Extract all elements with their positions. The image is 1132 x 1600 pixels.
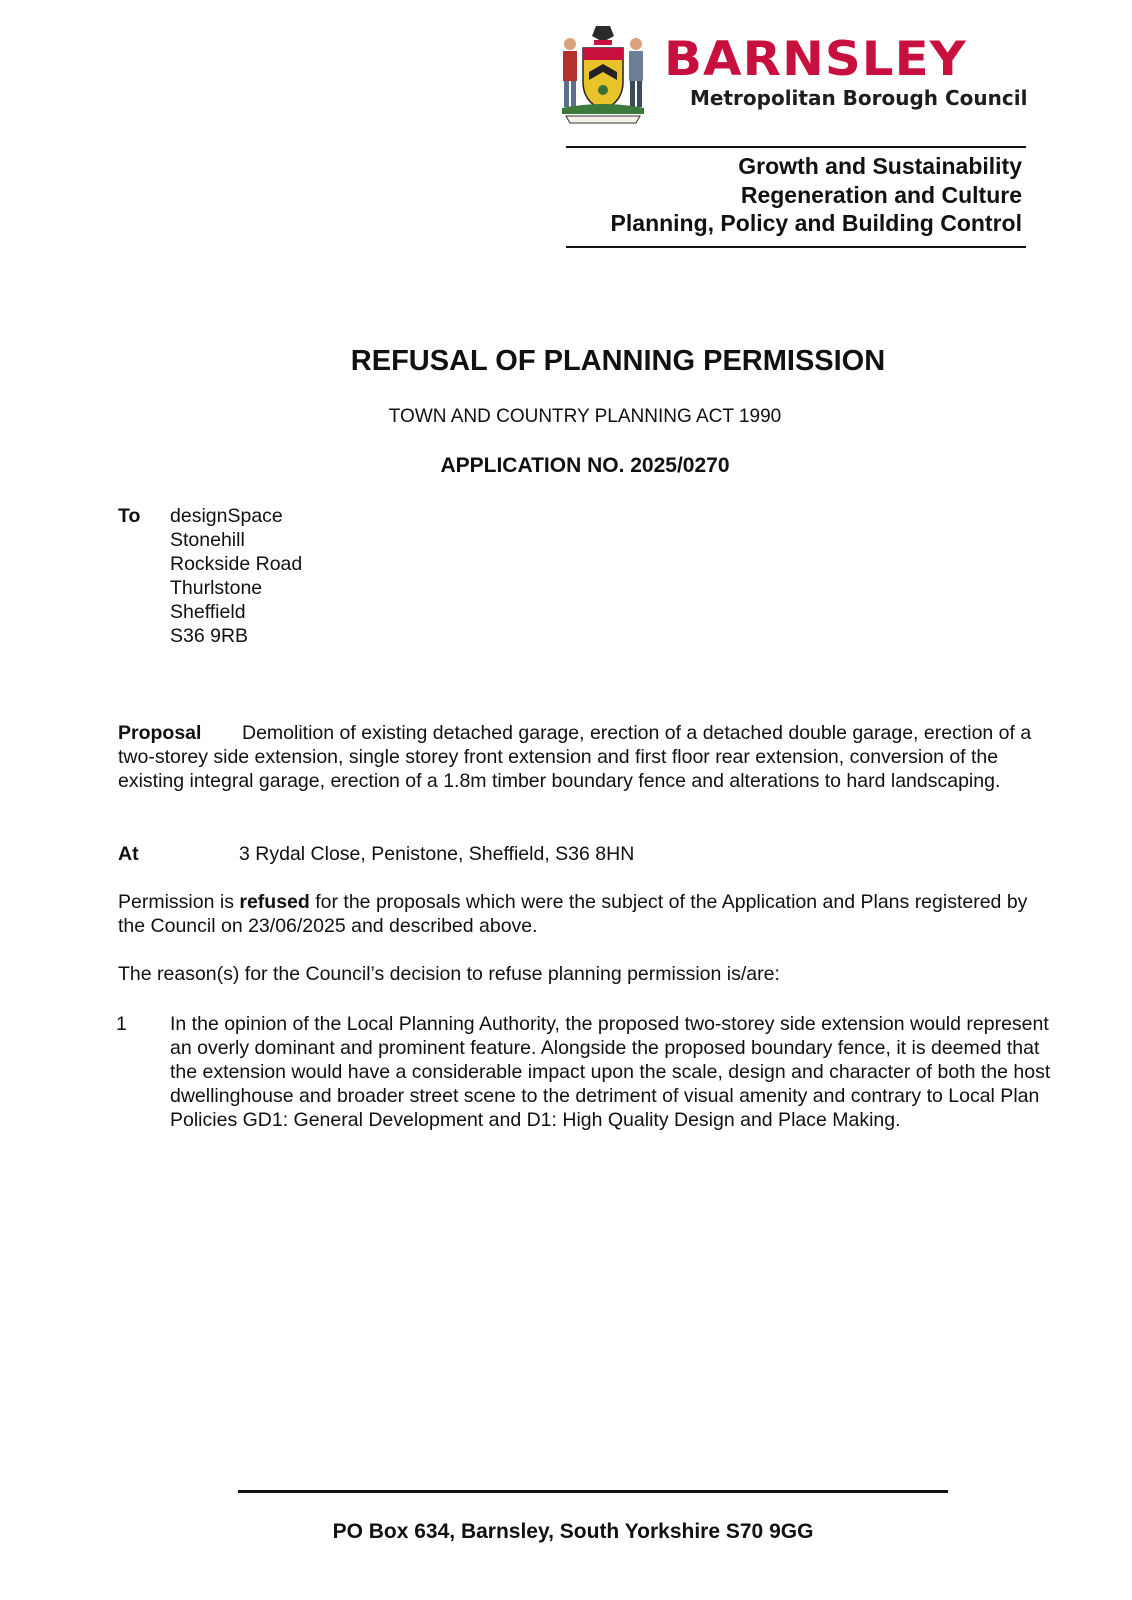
site-label: At	[118, 843, 139, 865]
department-block	[566, 152, 1022, 238]
reason-text: In the opinion of the Local Planning Authority, the proposed two-storey side extension would represent an overly dominant and prominent feature. Alongside the proposed boundary fence, it is deemed that the extension would have a considerable impact upon the scale, design and character of both the host dwellinghouse and broader street scene to the detriment of visual amenity and contrary to Local Plan Policies GD1: General Development and D1: High Quality Design and Place Making.	[170, 1013, 1051, 1131]
header-divider-top	[566, 146, 1026, 148]
footer-address: PO Box 634, Barnsley, South Yorkshire S70 9GG	[332, 1520, 814, 1543]
header-divider-bottom	[566, 246, 1026, 248]
address-line: designSpace	[170, 505, 283, 527]
recipient-label: To	[118, 505, 141, 527]
decision-paragraph	[118, 890, 1058, 938]
department-line: Growth and Sustainability	[738, 153, 1022, 179]
proposal-paragraph	[118, 721, 1058, 793]
department-line: Planning, Policy and Building Control	[610, 210, 1022, 236]
footer-divider	[238, 1490, 948, 1493]
recipient-address	[170, 504, 302, 648]
site-address: 3 Rydal Close, Penistone, Sheffield, S36 8HN	[239, 843, 635, 865]
proposal-text: Demolition of existing detached garage, erection of a detached double garage, erection of a two-storey side extension, single storey front extension and first floor rear extension, conversion of the existing integral garage, erection of a 1.8m timber boundary fence and alterations to hard landscaping.	[118, 722, 1032, 792]
legislation-reference: TOWN AND COUNTRY PLANNING ACT 1990	[388, 406, 782, 427]
decision-emphasis: refused	[239, 891, 310, 913]
decision-prefix: Permission is	[118, 891, 240, 913]
council-name: BARNSLEY	[664, 32, 967, 87]
council-subtitle: Metropolitan Borough Council	[690, 86, 1028, 110]
document-title: REFUSAL OF PLANNING PERMISSION	[350, 345, 886, 377]
department-line: Regeneration and Culture	[740, 181, 1022, 208]
reason-number: 1	[116, 1013, 127, 1035]
proposal-label: Proposal	[118, 722, 202, 744]
reasons-intro: The reason(s) for the Council’s decision to refuse planning permission is/are:	[118, 963, 780, 985]
address-line: Sheffield	[170, 601, 246, 623]
coat-of-arms-icon	[556, 22, 650, 126]
decision-suffix: for the proposals which were the subject of the Application and Plans registered by the Council on 23/06/2025 and described above.	[118, 891, 1028, 937]
application-number: APPLICATION NO. 2025/0270	[440, 454, 730, 477]
address-line: Rockside Road	[170, 553, 303, 575]
address-line: Stonehill	[170, 529, 245, 551]
address-line: Thurlstone	[170, 577, 263, 599]
address-line: S36 9RB	[170, 625, 249, 647]
